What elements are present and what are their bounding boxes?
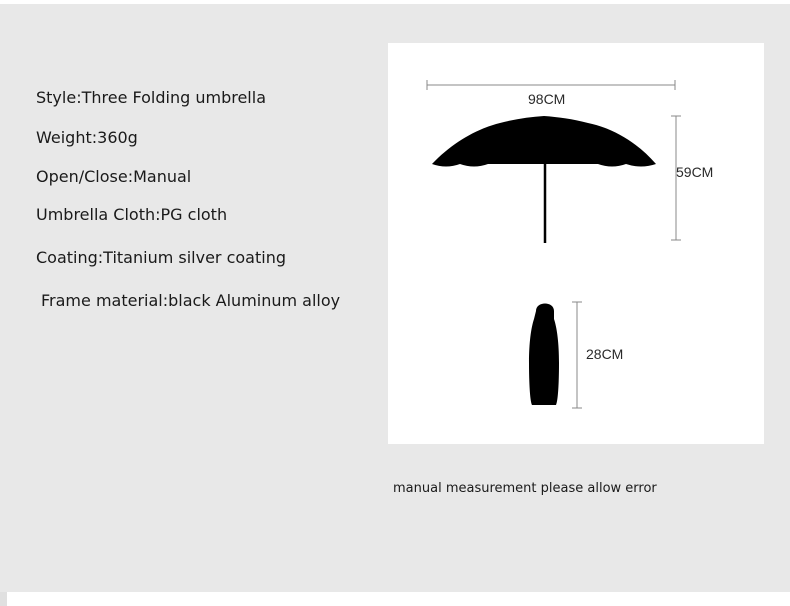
spec-coating: Coating:Titanium silver coating xyxy=(36,248,286,267)
measurement-note: manual measurement please allow error xyxy=(393,481,657,496)
corner-mark xyxy=(0,592,7,606)
product-image-box xyxy=(388,43,764,444)
background-panel xyxy=(0,4,790,592)
spec-open-close: Open/Close:Manual xyxy=(36,167,192,186)
spec-cloth: Umbrella Cloth:PG cloth xyxy=(36,205,228,224)
width-label: 98CM xyxy=(528,91,566,107)
folded-length-label: 28CM xyxy=(586,346,624,362)
folded-umbrella xyxy=(529,304,559,406)
open-length-label: 59CM xyxy=(676,164,714,180)
spec-style: Style:Three Folding umbrella xyxy=(36,88,266,107)
spec-weight: Weight:360g xyxy=(36,128,138,147)
width-dimension-line xyxy=(427,80,675,90)
umbrella-illustration xyxy=(388,43,764,444)
folded-height-dimension-line xyxy=(572,302,582,408)
spec-frame: Frame material:black Aluminum alloy xyxy=(41,291,341,310)
umbrella-canopy xyxy=(432,116,656,164)
